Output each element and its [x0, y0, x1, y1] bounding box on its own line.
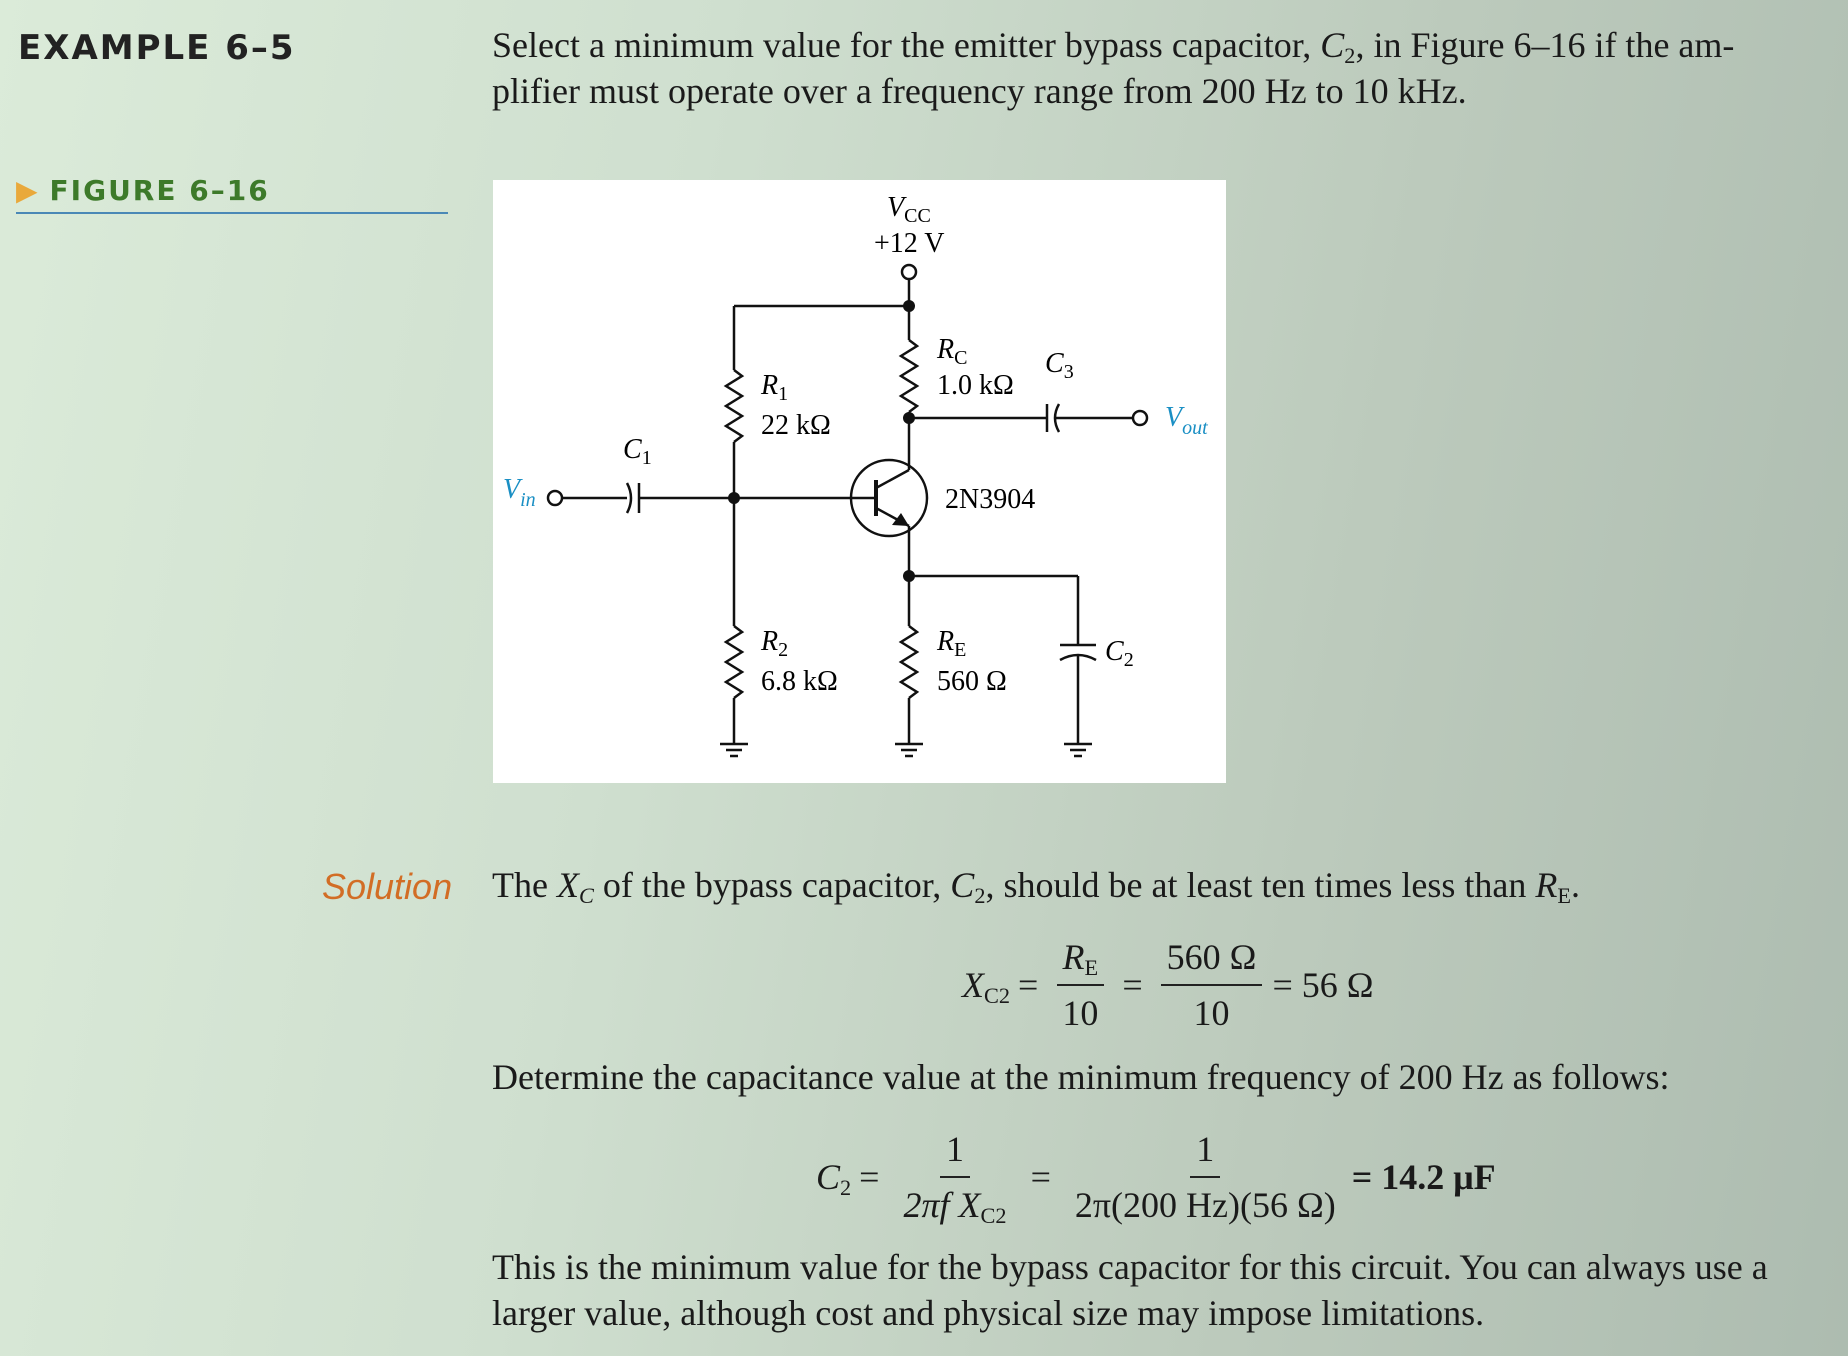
- solution-label: Solution: [322, 866, 453, 907]
- eq1-fraction-2: [1161, 932, 1263, 1038]
- eq2-f2-numerator: 1: [1190, 1124, 1220, 1178]
- r2-value: 6.8 kΩ: [761, 666, 838, 697]
- eq2-fraction-1: [897, 1124, 1012, 1230]
- circuit-diagram: [493, 180, 1226, 783]
- re-subscript: E: [1557, 883, 1572, 909]
- r1-value: 22 kΩ: [761, 410, 831, 441]
- vout-terminal: [1133, 411, 1147, 425]
- c3-label: $C_3$: [1045, 348, 1074, 383]
- equals-sign: =: [1122, 965, 1143, 1005]
- text-part: .: [1571, 865, 1581, 905]
- eq1-f1-denominator: 10: [1062, 993, 1099, 1033]
- capacitor-symbol: C: [1320, 25, 1345, 65]
- c1-capacitor: [627, 483, 631, 513]
- text-part: of the bypass capacitor,: [593, 865, 951, 905]
- r2-resistor: [726, 626, 742, 698]
- r1-resistor: [726, 370, 742, 442]
- vout-label: $V_{out}$: [1165, 402, 1208, 439]
- xc-subscript: C: [578, 883, 594, 909]
- figure-label: [16, 174, 270, 207]
- eq2-f2-denominator: 2π(200 Hz)(56 Ω): [1074, 1185, 1336, 1225]
- equation-xc2: [962, 932, 1374, 1038]
- example-problem-text: [492, 22, 1812, 114]
- equation-c2: [816, 1124, 1496, 1230]
- xc-symbol: X: [556, 865, 579, 905]
- vin-label: $V_{in}$: [503, 474, 536, 511]
- eq1-lhs: $X_{C2}$: [962, 965, 1011, 1009]
- eq2-f1-denominator: 2πf $X_{C2}$: [903, 1185, 1007, 1229]
- equals-sign: =: [859, 1157, 880, 1197]
- rc-resistor: [901, 340, 917, 412]
- solution-intro: [492, 862, 1580, 908]
- vcc-label: $V_{CC}$: [887, 192, 931, 227]
- arrow-right-icon: ▶: [16, 174, 40, 207]
- transistor-label: 2N3904: [945, 484, 1036, 515]
- eq1-result: = 56 Ω: [1272, 965, 1374, 1005]
- c2-label: $C_2$: [1105, 636, 1134, 671]
- c-symbol: C: [950, 865, 975, 905]
- eq1-f1-numerator: $R_E$: [1057, 932, 1105, 986]
- eq1-fraction-1: [1056, 932, 1104, 1038]
- equals-sign: =: [1018, 965, 1039, 1005]
- vin-terminal: [548, 491, 562, 505]
- eq2-fraction-2: [1069, 1124, 1342, 1230]
- r1-label: $R_1$: [761, 370, 789, 405]
- eq1-f2-denominator: 10: [1193, 993, 1230, 1033]
- c1-label: $C_1$: [623, 434, 652, 469]
- re-symbol: R: [1535, 865, 1558, 905]
- eq2-result: = 14.2 μF: [1351, 1157, 1496, 1197]
- figure-label-text: FIGURE 6–16: [49, 174, 270, 207]
- rc-value: 1.0 kΩ: [937, 370, 1014, 401]
- text-part: , should be at least ten times less than: [985, 865, 1536, 905]
- equals-sign: =: [1030, 1157, 1051, 1197]
- eq1-f2-numerator: 560 Ω: [1161, 932, 1263, 986]
- r2-label: $R_2$: [761, 626, 789, 661]
- eq2-lhs: $C_2$: [816, 1157, 852, 1201]
- vcc-terminal: [902, 265, 916, 279]
- solution-mid-text: Determine the capacitance value at the minimum frequency of 200 Hz as follows:: [492, 1057, 1670, 1097]
- capacitor-subscript: 2: [1344, 43, 1356, 69]
- text-part: The: [492, 865, 557, 905]
- eq2-f1-numerator: 1: [940, 1124, 970, 1178]
- rc-label: $R_C$: [937, 334, 968, 369]
- circuit-figure: [493, 180, 1226, 783]
- vcc-value: +12 V: [874, 228, 945, 259]
- re-resistor: [901, 626, 917, 698]
- problem-text-part: Select a minimum value for the emitter bypass capacitor,: [492, 25, 1321, 65]
- figure-label-divider: [16, 212, 448, 214]
- re-label: $R_E$: [937, 626, 967, 661]
- problem-text-part: , in Figure 6–16 if the am-plifier must operate over a frequency range from 200 Hz to 10 kHz.: [492, 25, 1735, 111]
- solution-closing: This is the minimum value for the bypass capacitor for this circuit. You can always use a larger value, although cost and physical size may impose limitations.: [492, 1247, 1768, 1333]
- re-value: 560 Ω: [937, 666, 1007, 697]
- example-label: EXAMPLE 6–5: [18, 28, 296, 68]
- c-subscript: 2: [974, 883, 986, 909]
